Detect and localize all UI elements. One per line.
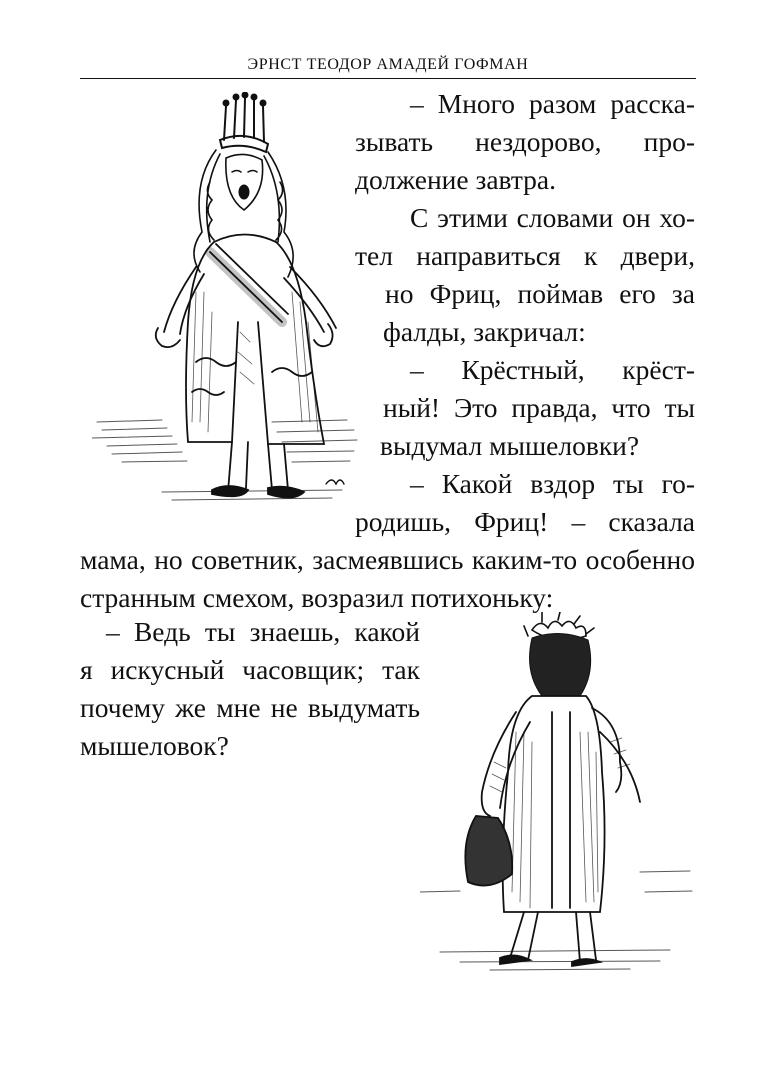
- text-line-4: С этими словами он хо-: [410, 202, 695, 233]
- text-line-15: – Ведь ты знаешь, какой: [106, 616, 420, 647]
- text-line-9: ный! Это правда, что ты: [383, 392, 695, 423]
- text-line-5: тел направиться к двери,: [355, 240, 695, 271]
- header-rule: [80, 78, 696, 79]
- text-line-8: – Крёстный, крёст-: [410, 354, 695, 385]
- text-line-2: зывать нездорово, про-: [355, 126, 695, 157]
- text-line-7: фалды, закричал:: [383, 316, 586, 347]
- text-line-13: мама, но советник, засмеявшись каким-то особенно: [80, 544, 695, 575]
- text-line-11: – Какой вздор ты го-: [410, 468, 695, 499]
- text-line-3: должение завтра.: [355, 164, 557, 195]
- text-line-6: но Фриц, поймав его за: [385, 278, 695, 309]
- godfather-crowned-illustration: [92, 92, 362, 512]
- text-line-14: странным смехом, возразил потихоньку:: [80, 582, 554, 613]
- text-line-10: выдумал мышеловки?: [380, 430, 640, 461]
- text-line-12: родишь, Фриц! – сказала: [355, 506, 695, 537]
- godfather-back-illustration: [420, 612, 696, 984]
- text-line-1: – Много разом расска-: [410, 88, 695, 119]
- text-line-18: мышеловок?: [80, 730, 229, 761]
- running-head: ЭРНСТ ТЕОДОР АМАДЕЙ ГОФМАН: [247, 56, 529, 73]
- text-line-17: почему же мне не выдумать: [80, 692, 420, 723]
- text-line-16: я искусный часовщик; так: [80, 654, 420, 685]
